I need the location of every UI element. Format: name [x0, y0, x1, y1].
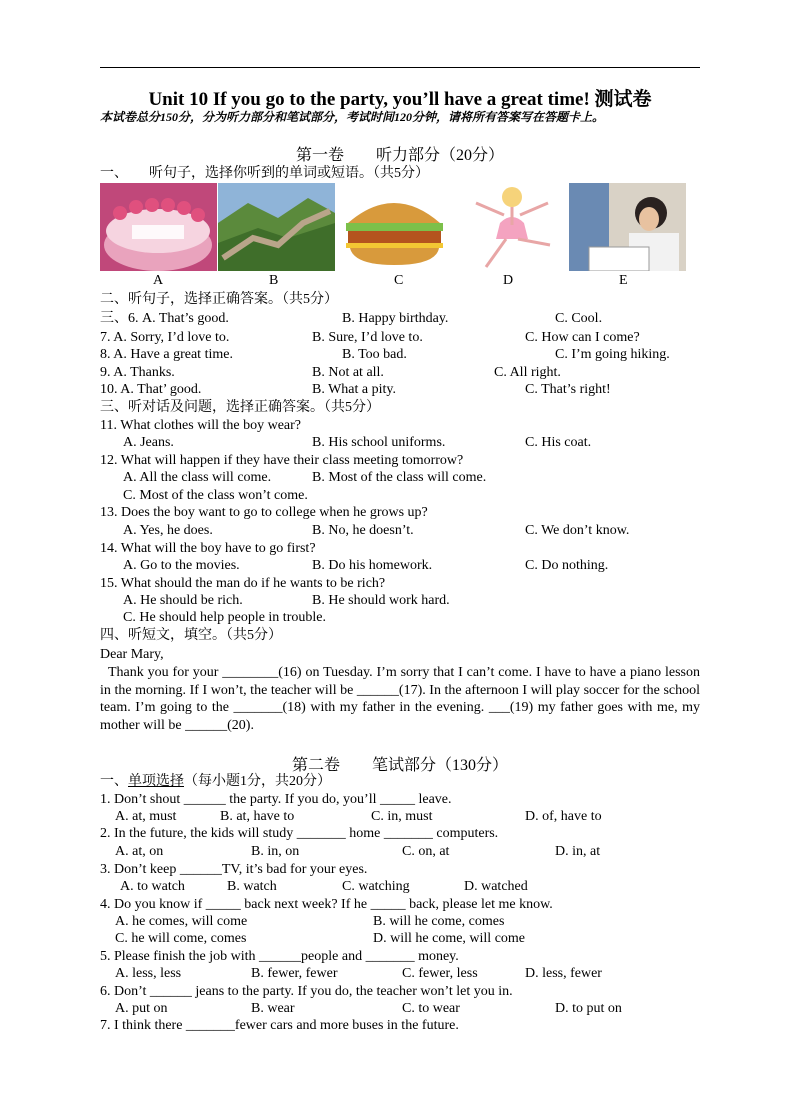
- section-title: 单项选择: [128, 774, 184, 789]
- q15-question: 15. What should the man do if he wants to be rich?: [100, 576, 386, 591]
- girl-doing-homework-image: [569, 183, 686, 271]
- section3-heading: 三、听对话及问题，选择正确答案。（共5分）: [100, 400, 380, 415]
- p2-q3-option-b: B. watch: [227, 879, 277, 894]
- p2-q3-option-d: D. watched: [464, 879, 528, 894]
- p2-q1-option-a: A. at, must: [115, 809, 177, 824]
- p2-q5-option-b: B. fewer, fewer: [251, 966, 338, 981]
- q6-option-a: 三、6. A. That’s good.: [100, 311, 229, 326]
- part1-heading: 第一卷 听力部分（20分）: [295, 147, 504, 164]
- p2-q1-option-b: B. at, have to: [220, 809, 295, 824]
- q15-option-c: C. He should help people in trouble.: [123, 610, 326, 625]
- q13-option-a: A. Yes, he does.: [123, 523, 213, 538]
- p2-q3-option-c: C. watching: [342, 879, 410, 894]
- q9-option-a: 9. A. Thanks.: [100, 365, 175, 380]
- q6-option-c: C. Cool.: [555, 311, 603, 326]
- birthday-cake-image: [100, 183, 217, 271]
- q10-option-b: B. What a pity.: [312, 382, 396, 397]
- q8-option-b: B. Too bad.: [342, 347, 407, 362]
- p2-q2-option-c: C. on, at: [402, 844, 450, 859]
- p2-q6-option-b: B. wear: [251, 1001, 295, 1016]
- q11-option-b: B. His school uniforms.: [312, 435, 446, 450]
- top-rule: [100, 67, 700, 68]
- p2-q1-option-c: C. in, must: [371, 809, 433, 824]
- p2-q4-option-b: B. will he come, comes: [373, 914, 505, 929]
- q13-question: 13. Does the boy want to go to college when he grows up?: [100, 505, 428, 520]
- q8-option-c: C. I’m going hiking.: [555, 347, 670, 362]
- letter-body: Thank you for your ________(16) on Tuesday. I’m sorry that I can’t come. I have to have a piano lesson in the morning. If I won’t, the teacher will be ______(17). In the afternoon I will play soccer for the school team. I’m going to the _______(18) with my father in the evening. ___(19) my father goes with me, my mother will be ______(20).: [100, 665, 700, 733]
- q11-option-a: A. Jeans.: [123, 435, 174, 450]
- q14-option-b: B. Do his homework.: [312, 558, 433, 573]
- q12-question: 12. What will happen if they have their class meeting tomorrow?: [100, 453, 464, 468]
- p2-q4-option-d: D. will he come, will come: [373, 931, 526, 946]
- exam-note: 本试卷总分150分，分为听力部分和笔试部分，考试时间120分钟，请将所有答案写在答题卡上。: [100, 110, 605, 124]
- q7-option-b: B. Sure, I’d love to.: [312, 330, 423, 345]
- section2-heading: 二、听句子，选择正确答案。（共5分）: [100, 292, 338, 307]
- image-label-d: D: [503, 273, 514, 288]
- image-label-a: A: [153, 273, 164, 288]
- p2-q4-question: 4. Do you know if _____ back next week? If he _____ back, please let me know.: [100, 897, 553, 912]
- image-label-e: E: [619, 273, 628, 288]
- p2-q2-question: 2. In the future, the kids will study _______ home _______ computers.: [100, 826, 499, 841]
- image-label-b: B: [269, 273, 279, 288]
- q12-option-a: A. All the class will come.: [123, 470, 272, 485]
- q6-option-b: B. Happy birthday.: [342, 311, 449, 326]
- p2-q5-question: 5. Please finish the job with ______people and _______ money.: [100, 949, 459, 964]
- great-wall-image: [218, 183, 335, 271]
- ballet-dancer-image: [462, 183, 562, 271]
- p2-q5-option-d: D. less, fewer: [525, 966, 602, 981]
- p2-q7-question: 7. I think there _______fewer cars and more buses in the future.: [100, 1018, 459, 1033]
- part2-section1-heading: [100, 773, 331, 790]
- q7-option-a: 7. A. Sorry, I’d love to.: [100, 330, 230, 345]
- p2-q1-question: 1. Don’t shout ______ the party. If you do, you’ll _____ leave.: [100, 792, 452, 807]
- q13-option-b: B. No, he doesn’t.: [312, 523, 414, 538]
- q13-option-c: C. We don’t know.: [525, 523, 630, 538]
- section-prefix: 一、: [100, 774, 128, 789]
- p2-q4-option-c: C. he will come, comes: [115, 931, 247, 946]
- q14-option-c: C. Do nothing.: [525, 558, 609, 573]
- image-label-c: C: [394, 273, 404, 288]
- section4-heading: 四、听短文，填空。（共5分）: [100, 628, 282, 643]
- q10-option-a: 10. A. That’ good.: [100, 382, 202, 397]
- letter-greeting: Dear Mary,: [100, 647, 164, 662]
- p2-q5-option-c: C. fewer, less: [402, 966, 478, 981]
- p2-q2-option-a: A. at, on: [115, 844, 164, 859]
- section-suffix: （每小题1分，共20分）: [184, 774, 331, 789]
- part2-heading: 第二卷 笔试部分（130分）: [291, 757, 508, 774]
- p2-q3-option-a: A. to watch: [120, 879, 185, 894]
- q9-option-c: C. All right.: [494, 365, 561, 380]
- p2-q6-question: 6. Don’t ______ jeans to the party. If you do, the teacher won’t let you in.: [100, 984, 513, 999]
- p2-q6-option-d: D. to put on: [555, 1001, 622, 1016]
- q10-option-c: C. That’s right!: [525, 382, 611, 397]
- p2-q2-option-d: D. in, at: [555, 844, 601, 859]
- q11-option-c: C. His coat.: [525, 435, 592, 450]
- p2-q4-option-a: A. he comes, will come: [115, 914, 248, 929]
- p2-q5-option-a: A. less, less: [115, 966, 182, 981]
- q12-option-b: B. Most of the class will come.: [312, 470, 487, 485]
- q14-option-a: A. Go to the movies.: [123, 558, 240, 573]
- q7-option-c: C. How can I come?: [525, 330, 640, 345]
- q15-option-a: A. He should be rich.: [123, 593, 243, 608]
- hamburger-image: [336, 183, 453, 271]
- p2-q1-option-d: D. of, have to: [525, 809, 602, 824]
- q9-option-b: B. Not at all.: [312, 365, 384, 380]
- page-title: Unit 10 If you go to the party, you’ll have a great time! 测试卷: [148, 89, 652, 110]
- p2-q2-option-b: B. in, on: [251, 844, 300, 859]
- q14-question: 14. What will the boy have to go first?: [100, 541, 316, 556]
- q8-option-a: 8. A. Have a great time.: [100, 347, 233, 362]
- q15-option-b: B. He should work hard.: [312, 593, 450, 608]
- q12-option-c: C. Most of the class won’t come.: [123, 488, 308, 503]
- section1-heading: 一、 听句子，选择你听到的单词或短语。（共5分）: [100, 166, 429, 181]
- p2-q6-option-a: A. put on: [115, 1001, 168, 1016]
- p2-q6-option-c: C. to wear: [402, 1001, 460, 1016]
- q11-question: 11. What clothes will the boy wear?: [100, 418, 301, 433]
- p2-q3-question: 3. Don’t keep ______TV, it’s bad for your eyes.: [100, 862, 368, 877]
